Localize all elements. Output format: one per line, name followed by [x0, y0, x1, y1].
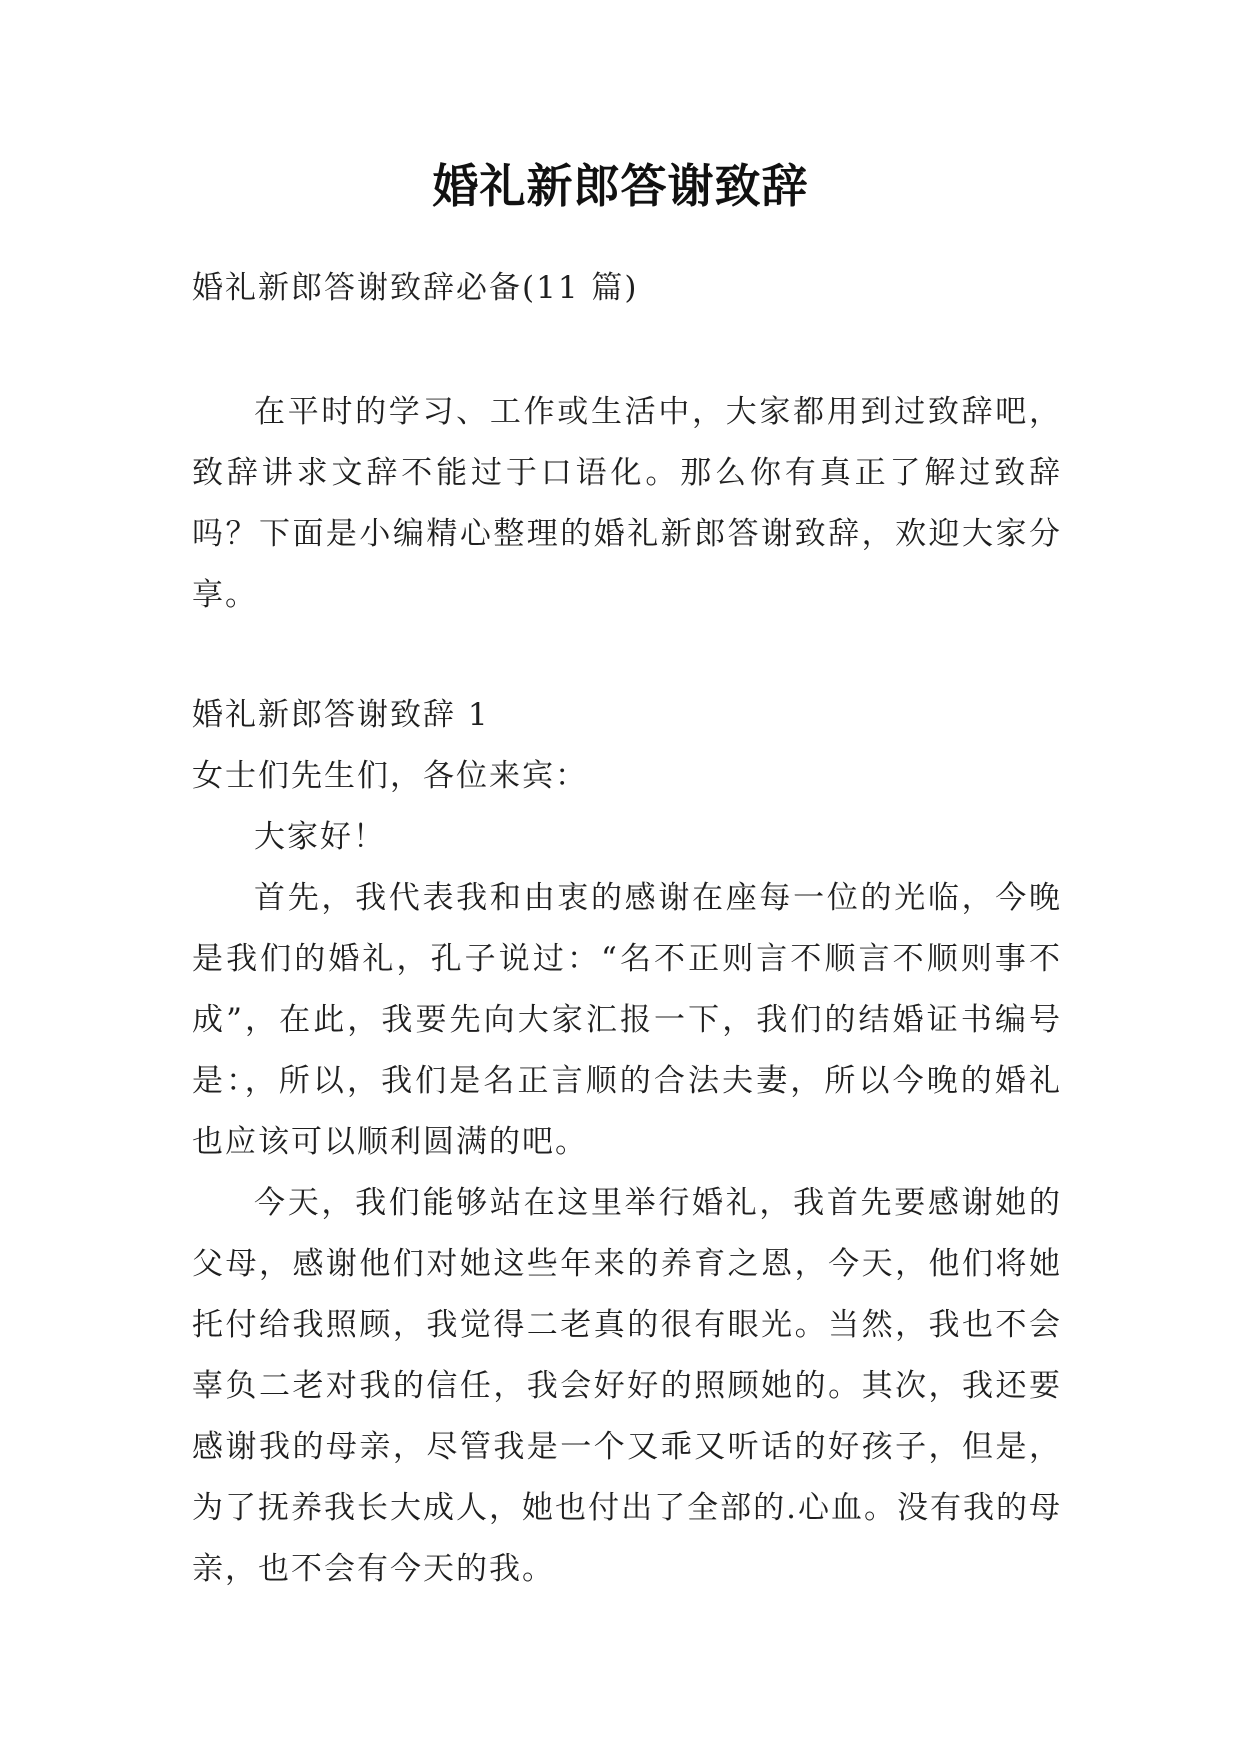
body-paragraph: 首先，我代表我和由衷的感谢在座每一位的光临，今晚是我们的婚礼，孔子说过：“名不正则言不顺言不顺则事不成”，在此，我要先向大家汇报一下，我们的结婚证书编号是：，所以，我们是名正言顺的合法夫妻，所以今晚的婚礼也应该可以顺利圆满的吧。 [192, 880, 1062, 1160]
document-title: 婚礼新郎答谢致辞 [432, 159, 809, 213]
document-body [192, 258, 1062, 1600]
document-subtitle: 婚礼新郎答谢致辞必备(11 篇) [192, 270, 639, 306]
body-paragraph: 今天，我们能够站在这里举行婚礼，我首先要感谢她的父母，感谢他们对她这些年来的养育之恩，今天，他们将她托付给我照顾，我觉得二老真的很有眼光。当然，我也不会辜负二老对我的信任，我会好好的照顾她的。其次，我还要感谢我的母亲，尽管我是一个又乖又听话的好孩子，但是，为了抚养我长大成人，她也付出了全部的.心血。没有我的母亲，也不会有今天的我。 [192, 1185, 1062, 1587]
greeting: 大家好！ [254, 819, 386, 855]
salutation: 女士们先生们，各位来宾： [192, 758, 588, 794]
intro-paragraph: 在平时的学习、工作或生活中，大家都用到过致辞吧，致辞讲求文辞不能过于口语化。那么你有真正了解过致辞吗？下面是小编精心整理的婚礼新郎答谢致辞，欢迎大家分享。 [192, 394, 1062, 613]
section-heading: 婚礼新郎答谢致辞 1 [192, 697, 490, 733]
